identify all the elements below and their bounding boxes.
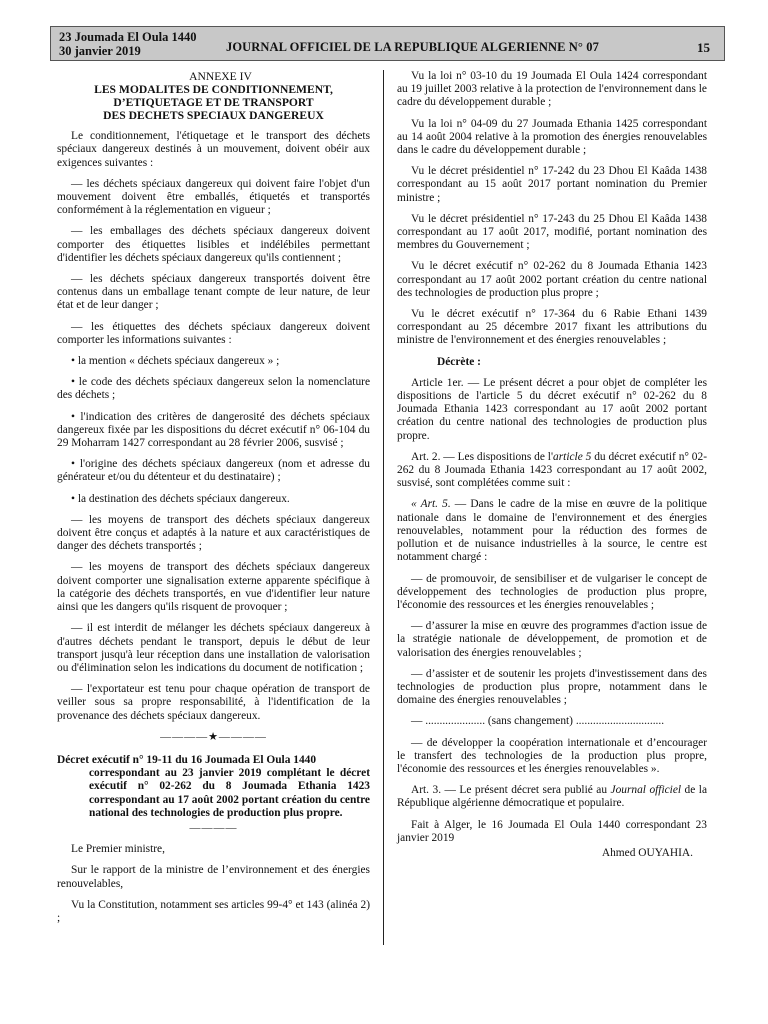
article-3 [397, 784, 707, 810]
right-column [397, 70, 707, 868]
header-date-gregorian: 30 janvier 2019 [59, 44, 141, 58]
decree-title-rest: correspondant au 23 janvier 2019 complétant le décret exécutif n° 02-262 du 8 Joumada Ethania 1423 correspondant au 17 août 2002 portant création du centre national des technologies de production plus propre. [89, 767, 370, 819]
section-separator: ————★———— [160, 730, 267, 743]
bullet-item: • l'indication des critères de dangerosité des déchets spéciaux dangereux fixée par les dispositions du décret exécutif n° 06-104 du 29 Moharram 1427 correspondant au 28 février 2006, susvisé ; [57, 410, 370, 450]
duty-item: — de promouvoir, de sensibiliser et de vulgariser le concept de développement des technologies de production plus propre, l'économie des ressources et les énergies renouvelables ; [397, 572, 707, 611]
journal-title: JOURNAL OFFICIEL DE LA REPUBLIQUE ALGERIENNE N° 07 [226, 40, 599, 54]
visa-paragraph: Vu la Constitution, notamment ses articles 99-4° et 143 (alinéa 2) ; [57, 898, 370, 924]
visa-paragraph: Vu le décret présidentiel n° 17-242 du 23 Dhou El Kaâda 1438 correspondant au 15 août 2017 portant nomination du Premier ministre ; [397, 165, 707, 204]
paragraph: — les moyens de transport des déchets spéciaux dangereux doivent comporter une signalisation externe apparente spécifique à la catégorie des déchets transportés, en vue d'identifier leur nature ainsi que les dangers qu'ils risquent de provoquer ; [57, 561, 370, 614]
visa-paragraph: Vu le décret présidentiel n° 17-243 du 25 Dhou El Kaâda 1438 correspondant au 17 août 2017, modifié, portant nomination des membres du Gouvernement ; [397, 212, 707, 252]
article-5-label: « Art. 5. [411, 498, 451, 511]
article-2 [397, 451, 707, 491]
duty-item: — d’assister et de soutenir les projets d'investissement dans des technologies de production plus propre, notamment dans le domaine des énergies renouvelables ; [397, 667, 707, 707]
annex-title-line-1: LES MODALITES DE CONDITIONNEMENT, [94, 83, 333, 97]
article-3-journal: Journal officiel [610, 784, 682, 797]
visa-paragraph: Vu la loi n° 03-10 du 19 Joumada El Oula 1424 correspondant au 19 juillet 2003 relative à la protection de l'environnement dans le cadre du développement durable ; [397, 70, 707, 109]
article-2-post: du décret exécutif n° 02-262 du 8 Joumada Ethania 1423 correspondant au 17 août 2002, susvisé, sont complétées comme suit : [397, 450, 707, 490]
paragraph: — il est interdit de mélanger les déchets spéciaux dangereux à d'autres déchets pendant le transport, depuis le début de leur transport jusqu'à leur réception dans une installation de valorisation ou d'élimination selon les indications du document de notification ; [57, 622, 370, 674]
paragraph: — l'exportateur est tenu pour chaque opération de transport de veiller sous sa propre responsabilité, à l'identification de la provenance des déchets spéciaux dangereux. [57, 683, 370, 722]
signature: Ahmed OUYAHIA. [601, 846, 693, 859]
article-2-pre: Art. 2. — Les dispositions de l' [411, 450, 554, 463]
paragraph: — les étiquettes des déchets spéciaux dangereux doivent comporter les informations suivantes : [57, 320, 370, 346]
annex-label: ANNEXE IV [189, 70, 252, 83]
article-1: Article 1er. — Le présent décret a pour objet de compléter les dispositions de l'article 5 du décret exécutif n° 02-262 du 8 Joumada Ethania 1423 correspondant au 17 août 2002 portant création du centre national des technologies de production plus propre. [397, 376, 707, 442]
article-3-pre: Art. 3. — Le présent décret sera publié au [411, 784, 611, 797]
decree-title [57, 754, 370, 820]
decree-title-line-1: Décret exécutif n° 19-11 du 16 Joumada El Oula 1440 [57, 753, 317, 766]
journal-header [50, 26, 725, 61]
header-date-hijri: 23 Joumada El Oula 1440 [59, 30, 197, 44]
prime-minister-line: Le Premier ministre, [71, 843, 165, 856]
duty-item: — d’assurer la mise en œuvre des programmes d'action issue de la stratégie nationale de développement, de promotion et de valorisation des énergies renouvelables ; [397, 620, 707, 659]
article-5-text: — Dans le cadre de la mise en œuvre de la politique nationale dans le domaine de l'environnement et des énergies renouvelables, notamment pour la réduction des formes de pollution et de nuisance industrielles à la source, le centre est notamment chargé : [397, 498, 707, 564]
duty-item: — de développer la coopération internationale et d’encourager le transfert des technologies de la production plus propre, l'économie des ressources et les énergies renouvelables ». [397, 736, 707, 775]
visa-paragraph: Vu le décret exécutif n° 02-262 du 8 Joumada Ethania 1423 correspondant au 17 août 2002 portant création du centre national des technologies de production plus propre ; [397, 260, 707, 299]
decrete-heading: Décrète : [437, 355, 481, 368]
visa-paragraph: Vu le décret exécutif n° 17-364 du 6 Rabie Ethani 1439 correspondant au 25 décembre 2017 fixant les attributions du ministre de l'environnement et des énergies renouvelables ; [397, 308, 707, 347]
visa-paragraph: Vu la loi n° 04-09 du 27 Joumada Ethania 1425 correspondant au 14 août 2004 relative à la promotion des énergies renouvelables dans le cadre du développement durable ; [397, 117, 707, 157]
article-5-intro [397, 498, 707, 564]
annex-title-line-2: D’ETIQUETAGE ET DE TRANSPORT [113, 96, 314, 110]
paragraph: — les emballages des déchets spéciaux dangereux doivent comporter des étiquettes lisibles et indélébiles permettant d'identifier les déchets spéciaux dangereux qu'ils contiennent ; [57, 225, 370, 264]
left-column [57, 70, 370, 933]
bullet-item: • le code des déchets spéciaux dangereux selon la nomenclature des déchets ; [57, 376, 370, 402]
short-separator: ———— [189, 821, 238, 834]
bullet-item: • l'origine des déchets spéciaux dangereux (nom et adresse du générateur et/ou du détenteur et du destinataire) ; [57, 458, 370, 484]
article-2-ref: article 5 [553, 450, 592, 463]
bullet-item: • la destination des déchets spéciaux dangereux. [71, 492, 290, 505]
bullet-item: • la mention « déchets spéciaux dangereux » ; [71, 355, 280, 368]
header-dates [59, 30, 197, 58]
paragraph: Le conditionnement, l'étiquetage et le transport des déchets spéciaux dangereux destinés à un mouvement, doivent obéir aux exigences suivantes : [57, 130, 370, 169]
annex-title-line-3: DES DECHETS SPECIAUX DANGEREUX [103, 109, 324, 123]
article-3-post: de la République algérienne démocratique et populaire. [397, 784, 707, 810]
visa-paragraph: Sur le rapport de la ministre de l’environnement et des énergies renouvelables, [57, 864, 370, 890]
fait-a-alger: Fait à Alger, le 16 Joumada El Oula 1440 correspondant 23 janvier 2019 [397, 818, 707, 844]
paragraph: — les déchets spéciaux dangereux qui doivent faire l'objet d'un mouvement doivent être emballés, étiquetés et transportés conformément à la réglementation en vigueur ; [57, 177, 370, 217]
annex-title [57, 83, 370, 122]
paragraph: — les déchets spéciaux dangereux transportés doivent être contenus dans un emballage tenant compte de leur nature, de leur état et de leur danger ; [57, 273, 370, 312]
paragraph: — les moyens de transport des déchets spéciaux dangereux doivent être conçus et adaptés à la nature et aux caractéristiques de danger des déchets transportés ; [57, 513, 370, 553]
column-divider [383, 70, 384, 945]
page-number: 15 [697, 40, 710, 55]
duty-item: — ..................... (sans changement) ............................... [411, 715, 665, 728]
